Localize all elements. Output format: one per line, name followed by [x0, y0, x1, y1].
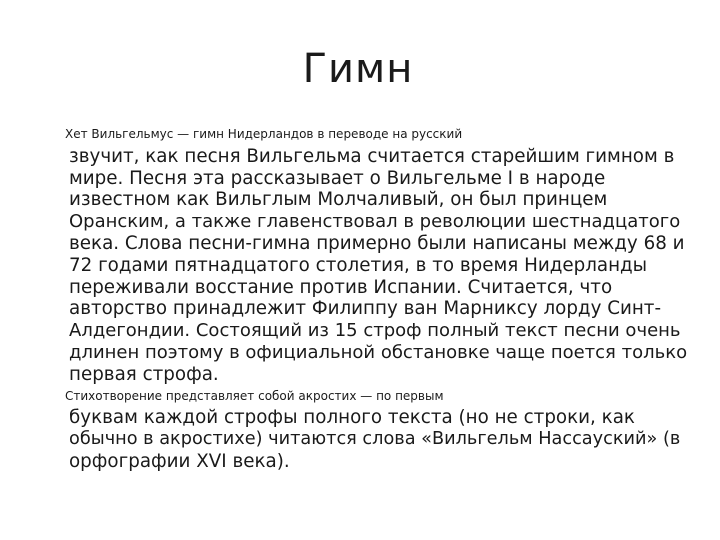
paragraph-1-line-11: длинен поэтому в официальной обстановке чаще поется только: [69, 341, 688, 363]
paragraph-2-line-1: Стихотворение представляет собой акростих — по первым: [65, 388, 444, 403]
paragraph-1-line-6: века. Слова песни-гимна примерно были написаны между 68 и: [69, 232, 685, 254]
paragraph-1-line-12: первая строфа.: [69, 363, 219, 385]
paragraph-1-line-5: Оранским, а также главенствовал в революции шестнадцатого: [69, 211, 681, 233]
paragraph-1-line-9: авторство принадлежит Филиппу ван Марниксу лорду Синт-: [69, 298, 662, 320]
paragraph-1-line-8: переживали восстание против Испании. Считается, что: [69, 276, 613, 298]
slide-title: [0, 46, 720, 92]
paragraph-1-line-3: мире. Песня эта рассказывает о Вильгельме I в народе: [69, 167, 606, 189]
paragraph-1-line-7: 72 годами пятнадцатого столетия, в то время Нидерланды: [69, 254, 648, 276]
slide-body: [65, 124, 688, 473]
paragraph-1-line-4: известном как Вильглым Молчаливый, он был принцем: [69, 189, 608, 211]
paragraph-2-line-4: орфографии XVI века).: [69, 450, 290, 472]
slide-title-text: Гимн: [302, 46, 414, 92]
paragraph-1-line-1: Хет Вильгельмус — гимн Нидерландов в переводе на русский: [65, 127, 463, 141]
paragraph-1: [65, 124, 688, 386]
paragraph-1-line-2: звучит, как песня Вильгельма считается старейшим гимном в: [69, 145, 675, 167]
paragraph-1-line-10: Алдегондии. Состоящий из 15 строф полный текст песни очень: [69, 320, 681, 342]
paragraph-2-line-3: обычно в акростихе) читаются слова «Вильгельм Нассауский» (в: [69, 429, 681, 450]
paragraph-2-line-2: буквам каждой строфы полного текста (но не строки, как: [69, 407, 635, 429]
paragraph-2: [65, 386, 687, 473]
